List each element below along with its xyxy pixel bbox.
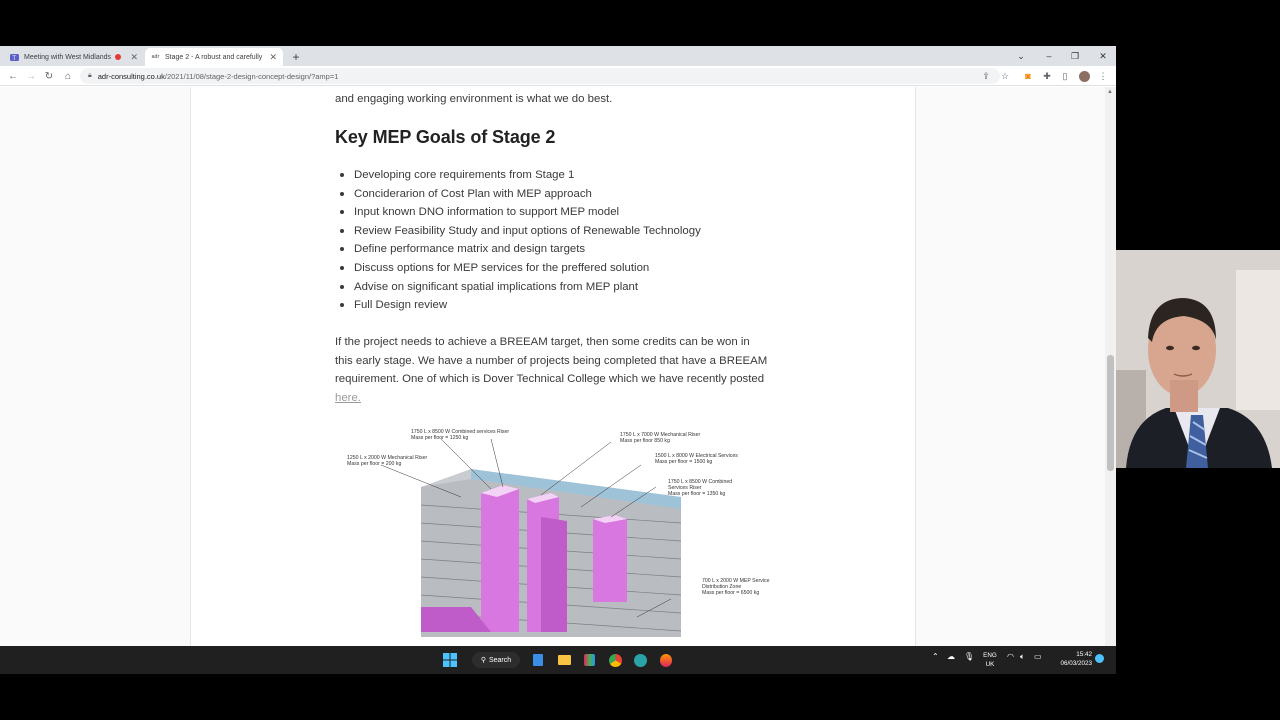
label-combined-riser-right [668,479,732,498]
list-item: Developing core requirements from Stage 1 [335,166,701,185]
tab-title: Meeting with West Midlands [24,53,112,61]
presenter-illustration [1116,250,1280,468]
forward-icon[interactable]: → [26,70,36,82]
label-line: Mass per floor = 1500 kg [655,459,713,466]
address-bar[interactable] [80,68,1000,84]
list-item: Review Feasibility Study and input options of Renewable Technology [335,222,701,241]
label-line: 1500 L x 8000 W Electrical Services [655,453,738,459]
home-icon[interactable]: ⌂ [64,70,72,82]
list-item: Input known DNO information to support MEP model [335,203,701,222]
page-scrollbar[interactable] [1105,87,1116,674]
label-line: 1250 L x 2000 W Mechanical Riser [347,455,428,461]
notepad-icon[interactable] [529,651,547,669]
label-distribution-zone [702,578,769,597]
windows-start-icon[interactable] [441,651,459,669]
label-electrical-riser [655,453,738,465]
label-line: Mass per floor = 1350 kg [668,491,726,498]
maximize-icon[interactable]: ❐ [1070,50,1080,61]
minimize-icon[interactable]: – [1046,51,1052,61]
url-path: /2021/11/08/stage-2-design-concept-design/?amp=1 [164,71,339,81]
wifi-icon[interactable]: ◠ [1007,652,1014,661]
close-tab-icon[interactable]: ✕ [130,51,138,62]
tab-title: Stage 2 - A robust and carefully [165,53,263,61]
close-tab-icon[interactable]: ✕ [269,51,277,62]
list-item: Advise on significant spatial implications from MEP plant [335,278,701,297]
label-line: Mass per floor = 1250 kg [411,435,469,442]
list-item: Define performance matrix and design targets [335,240,701,259]
volume-icon[interactable]: 🔈︎ [1020,652,1025,661]
edge-icon[interactable] [631,651,649,669]
lock-icon: 🔒︎ [88,72,92,79]
url-host: adr-consulting.co.uk [97,71,165,81]
label-line: 1750 L x 8500 W Combined [668,479,733,485]
notification-badge-icon[interactable] [1095,654,1104,663]
scroll-up-icon[interactable]: ▲ [1107,89,1113,95]
label-line: 700 L x 2000 W MEP Service [702,578,770,584]
list-item: Conciderarion of Cost Plan with MEP approach [335,185,701,204]
browser-toolbar [0,66,1116,86]
label-combined-riser-top [411,429,509,441]
site-favicon-icon: adr [151,54,160,60]
intro-paragraph-tail: and engaging working environment is what we do best. [335,93,613,105]
recording-indicator-icon [115,54,121,60]
app-icon[interactable] [580,651,598,669]
here-link[interactable]: here. [335,391,361,404]
label-line: Mass per floor = 6500 kg [702,590,760,597]
avatar[interactable] [1077,69,1091,83]
firefox-icon[interactable] [657,651,675,669]
page-viewport [0,87,1105,674]
label-line: Mass per floor = 200 kg [347,461,402,468]
tab-search-icon[interactable]: ⌄ [1017,50,1025,61]
goals-list [335,166,701,315]
label-mech-riser-left [347,455,427,467]
label-line: Services Riser [668,485,702,492]
language-indicator[interactable] [982,651,998,669]
list-item: Discuss options for MEP services for the preffered solution [335,259,701,278]
clock-time: 15:42 [1076,651,1092,658]
reload-icon[interactable]: ↻ [44,70,54,82]
teams-icon [10,53,19,62]
onedrive-icon[interactable]: ☁ [947,652,955,661]
new-tab-button[interactable]: + [292,50,300,64]
label-line: 1750 L x 7000 W Mechanical Riser [620,432,701,438]
section-heading: Key MEP Goals of Stage 2 [335,127,556,147]
label-line: Mass per floor 850 kg [620,438,670,445]
webcam-video [1116,250,1280,468]
screen [0,46,1116,674]
article [190,87,916,674]
search-label: Search [488,656,512,664]
breeam-text: If the project needs to achieve a BREEAM target, then some credits can be won in this early stage. We have a number of projects being completed that have a BREEAM requirement. One of which is Dover Technical College which we have recently posted [335,336,768,385]
share-icon[interactable]: ⇪ [982,70,990,81]
lang-code: ENG [983,652,997,659]
taskbar-search[interactable] [472,652,520,668]
tab-stage-2[interactable] [145,48,283,66]
chrome-icon[interactable] [606,651,624,669]
clock-date: 06/03/2023 [1060,660,1092,667]
list-item: Full Design review [335,296,701,315]
svg-text:T: T [12,55,17,62]
clock[interactable] [1052,650,1092,668]
side-panel-icon[interactable]: ▯ [1062,70,1068,81]
tab-meeting[interactable] [4,48,144,66]
taskbar [0,646,1116,674]
battery-icon[interactable]: ▭ [1034,652,1042,661]
bookmark-star-icon[interactable]: ☆ [1000,70,1010,81]
rss-icon[interactable]: ◙ [1025,71,1031,81]
extensions-icon[interactable]: ✚ [1043,70,1051,81]
scrollbar-thumb[interactable] [1107,355,1114,471]
microphone-icon[interactable]: 🎙︎ [964,652,975,661]
close-window-icon[interactable]: ✕ [1099,50,1107,61]
back-icon[interactable]: ← [8,70,18,82]
label-line: 1750 L x 8500 W Combined services Riser [411,429,510,435]
breeam-paragraph [335,333,769,407]
tab-bar [0,46,1116,66]
menu-icon[interactable]: ⋮ [1098,70,1108,81]
label-mech-riser-right [620,432,700,444]
mep-riser-diagram [341,427,781,674]
tray-overflow-icon[interactable]: ⌃ [932,652,939,661]
label-line: Distribution Zone [702,584,742,591]
search-icon: ⚲ [480,657,486,664]
file-explorer-icon[interactable] [555,651,573,669]
lang-region: UK [985,661,995,668]
